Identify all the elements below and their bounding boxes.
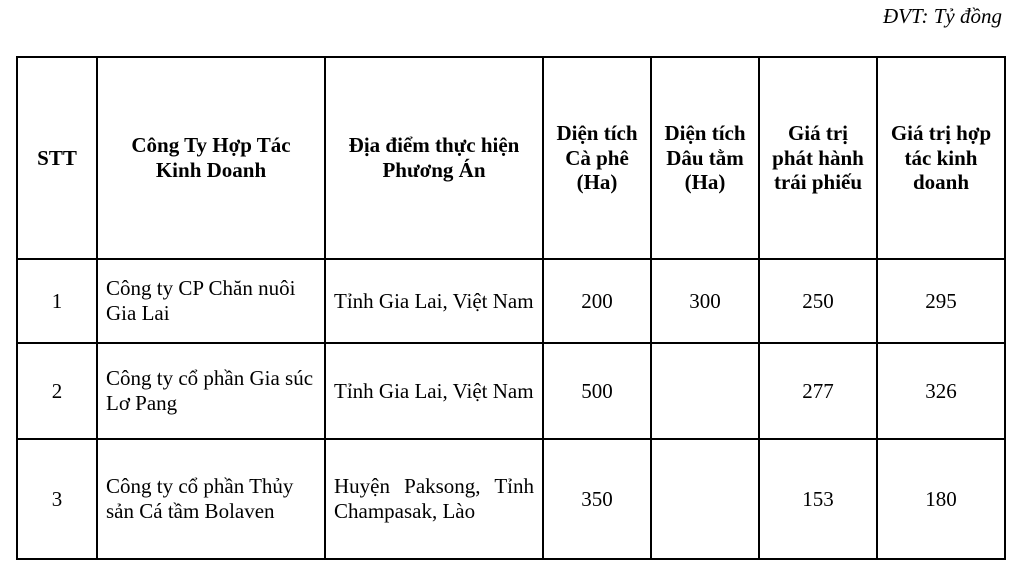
cell-company: Công ty cổ phần Gia súc Lơ Pang [97,343,325,439]
cell-cooperation-value: 326 [877,343,1005,439]
cell-mulberry-area [651,343,759,439]
cell-stt: 1 [17,259,97,343]
cell-location: Tỉnh Gia Lai, Việt Nam [325,259,543,343]
column-header-location: Địa điểm thực hiện Phương Án [325,57,543,259]
cell-coffee-area: 200 [543,259,651,343]
cell-cooperation-value: 295 [877,259,1005,343]
cell-bond-value: 277 [759,343,877,439]
table-row [17,259,1005,343]
table-row [17,343,1005,439]
cell-location: Huyện Paksong, Tỉnh Champasak, Lào [325,439,543,559]
cell-mulberry-area [651,439,759,559]
table-header [17,57,1005,259]
business-cooperation-table-container [16,56,1004,560]
cell-cooperation-value: 180 [877,439,1005,559]
column-header-mulberry-area: Diện tích Dâu tằm (Ha) [651,57,759,259]
cell-company: Công ty cổ phần Thủy sản Cá tầm Bolaven [97,439,325,559]
business-cooperation-table [16,56,1006,560]
column-header-stt: STT [17,57,97,259]
cell-coffee-area: 350 [543,439,651,559]
cell-stt: 3 [17,439,97,559]
currency-unit-note: ĐVT: Tỷ đồng [882,4,1002,28]
column-header-company: Công Ty Hợp Tác Kinh Doanh [97,57,325,259]
cell-bond-value: 250 [759,259,877,343]
cell-coffee-area: 500 [543,343,651,439]
table-body [17,259,1005,559]
cell-bond-value: 153 [759,439,877,559]
cell-company: Công ty CP Chăn nuôi Gia Lai [97,259,325,343]
table-row [17,439,1005,559]
column-header-coffee-area: Diện tích Cà phê (Ha) [543,57,651,259]
cell-mulberry-area: 300 [651,259,759,343]
column-header-cooperation-value: Giá trị hợp tác kinh doanh [877,57,1005,259]
cell-stt: 2 [17,343,97,439]
cell-location: Tỉnh Gia Lai, Việt Nam [325,343,543,439]
table-header-row [17,57,1005,259]
column-header-bond-value: Giá trị phát hành trái phiếu [759,57,877,259]
